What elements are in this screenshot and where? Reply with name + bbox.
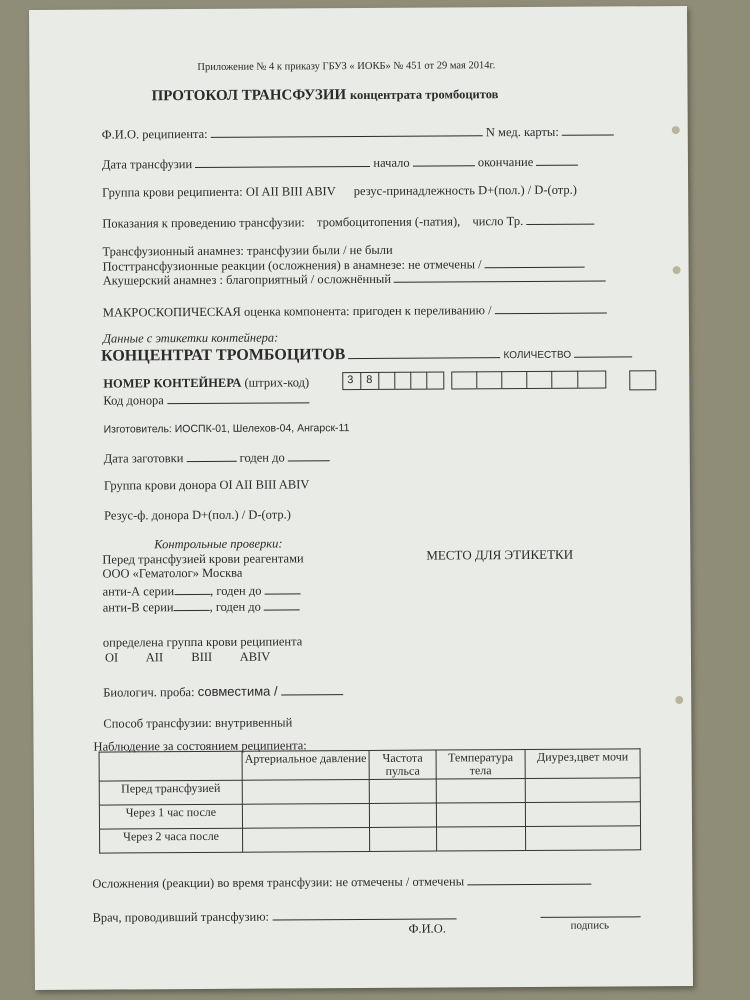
anti-a-label: анти-А серии [102,584,175,599]
table-header-cell: Температура тела [436,750,525,780]
punch-hole [673,266,681,274]
anti-b-label: анти-В серии [102,600,174,615]
observation-table [99,748,642,853]
protocol-sheet [29,6,693,990]
indications-value: тромбоцитопения (-патия), [316,214,461,230]
anti-b-valid-label: годен до [215,599,261,614]
quantity-field[interactable] [574,345,632,357]
component-field[interactable] [348,344,500,359]
barcode-label: (штрих-код) [244,375,310,390]
rh-label: резус-принадлежность D+(пол.) / D-(отр.) [353,182,577,199]
label-place: МЕСТО ДЛЯ ЭТИКЕТКИ [426,546,574,563]
table-header-cell: Частота пульса [369,750,436,779]
group-aii[interactable]: AII [145,650,164,665]
end-field[interactable] [536,154,578,166]
table-cell[interactable] [242,779,369,804]
donor-code-field[interactable] [167,391,309,404]
donor-code-line [103,391,309,407]
card-field[interactable] [562,123,614,135]
group-biii[interactable]: BIII [191,649,213,665]
doctor-line [93,907,457,924]
count-label: число Тр. [472,214,524,229]
date-field[interactable] [195,155,370,168]
table-cell[interactable] [243,827,370,852]
container-digit: 8 [366,373,373,386]
method-line: Способ трансфузии: внутривенный [103,715,293,731]
card-label: N мед. карты: [485,124,559,140]
bio-field[interactable] [281,683,343,695]
prep-date-label: Дата заготовки [103,451,184,466]
donor-code-label: Код донора [103,393,164,408]
anti-b-valid-field[interactable] [264,598,300,610]
complications-field[interactable] [467,873,591,886]
signature-field[interactable] [540,905,640,918]
group-oi[interactable]: OI [104,650,119,665]
bio-label: Биологич. проба: [103,685,195,700]
anti-a-valid-label: годен до [216,583,262,598]
title-main: ПРОТОКОЛ ТРАНСФУЗИИ [151,87,347,105]
indications-line [102,213,594,231]
donor-rh: Резус-ф. донора D+(пол.) / D-(отр.) [104,507,291,523]
start-label: начало [373,155,410,170]
blood-group-line [102,183,577,200]
macro-field[interactable] [495,301,607,314]
table-cell[interactable] [525,778,640,803]
anti-a-valid-field[interactable] [265,582,301,594]
donor-group: Группа крови донора OI AII BIII ABIV [103,477,310,493]
table-cell[interactable] [437,827,526,852]
blood-group-label: Группа крови реципиента: OI AII BIII ABIV [102,184,336,200]
quantity-label: КОЛИЧЕСТВО [503,349,572,362]
observation-label: Наблюдение за состоянием реципиента: [93,738,307,754]
history-line-3 [103,269,607,287]
table-cell[interactable] [369,779,436,803]
indications-label: Показания к проведению трансфузии: [102,215,305,231]
table-row-label: Через 2 часа после [100,828,243,853]
anti-b-line: анти-В серии , годен до [103,598,300,614]
table-row [99,778,640,805]
recipient-line [102,123,614,141]
obstetric-field[interactable] [394,269,606,282]
container-number-boxes-b[interactable] [451,370,606,389]
valid-label: годен до [239,450,285,465]
bio-line [103,683,343,699]
start-field[interactable] [413,154,475,166]
history-line-1: Трансфузионный анамнез: трансфузии были / не были [102,242,393,259]
complications-label: Осложнения (реакции) во время трансфузии: не отмечены / отмечены [92,874,465,891]
prep-date-field[interactable] [186,450,236,462]
table-cell[interactable] [436,803,525,828]
table-cell[interactable] [436,779,525,804]
label-data-caption: Данные с этикетки контейнера: [102,330,279,346]
container-check-box[interactable] [629,370,656,390]
table-row [99,802,640,829]
protocol-title [151,87,498,103]
date-line [102,154,578,172]
anti-a-line: анти-А серии , годен до [103,582,301,598]
table-cell[interactable] [242,803,369,828]
doctor-name-field[interactable] [272,907,456,920]
groups-row [105,650,270,665]
count-field[interactable] [526,213,594,225]
macro-line [103,301,607,319]
valid-field[interactable] [288,449,330,461]
control-line-2: ООО «Гематолог» Москва [102,565,243,581]
end-label: окончание [477,154,534,170]
table-cell[interactable] [369,803,436,827]
complications-line [92,873,591,891]
group-abiv[interactable]: ABIV [239,649,271,664]
signature-caption: подпись [570,919,609,932]
punch-hole [675,696,683,704]
component-line [101,343,632,365]
doctor-label: Врач, проводивший трансфузию: [92,909,270,925]
table-row [100,826,641,853]
bio-value: совместима / [197,683,278,700]
table-cell[interactable] [370,827,437,851]
reactions-field[interactable] [485,256,585,269]
table-row-label: Перед трансфузией [99,780,242,805]
manufacturer: Изготовитель: ИОСПК-01, Шелехов-04, Ангарск-11 [103,422,350,436]
table-header-cell: Диурез,цвет мочи [525,749,640,779]
table-header-cell: Артериальное давление [242,750,369,780]
component-name: КОНЦЕНТРАТ ТРОМБОЦИТОВ [101,346,346,365]
punch-hole [672,126,680,134]
history-line-2-label: Посттрансфузионные реакции (осложнения) в анамнезе: не отмечены / [102,257,482,274]
group-defined: определена группа крови реципиента [102,634,303,650]
container-label: НОМЕР КОНТЕЙНЕРА [103,375,242,391]
prep-date-line [104,449,330,465]
container-line [103,375,309,390]
anti-a-series-field[interactable] [174,583,210,595]
table-row-label: Через 1 час после [99,804,242,829]
recipient-label: Ф.И.О. реципиента: [101,126,208,142]
table-header-cell [99,751,242,781]
table-cell[interactable] [526,826,641,851]
recipient-field[interactable] [211,124,483,138]
appendix-note: Приложение № 4 к приказу ГБУЗ « ИОКБ» № 451 от 29 мая 2014г. [197,60,496,73]
control-title: Контрольные проверки: [154,536,283,552]
table-header-row [99,749,640,781]
table-cell[interactable] [525,802,640,827]
title-sub: концентрата тромбоцитов [349,87,499,103]
history-line-3-label: Акушерский анамнез : благоприятный / осложнённый [102,271,392,288]
date-label: Дата трансфузии [101,157,193,172]
macro-label: МАКРОСКОПИЧЕСКАЯ оценка компонента: пригоден к переливанию / [102,303,492,320]
container-digit: 3 [347,374,354,387]
control-line-1: Перед трансфузией крови реагентами [102,551,304,567]
anti-b-series-field[interactable] [174,599,210,611]
fio-caption: Ф.И.О. [408,921,446,936]
